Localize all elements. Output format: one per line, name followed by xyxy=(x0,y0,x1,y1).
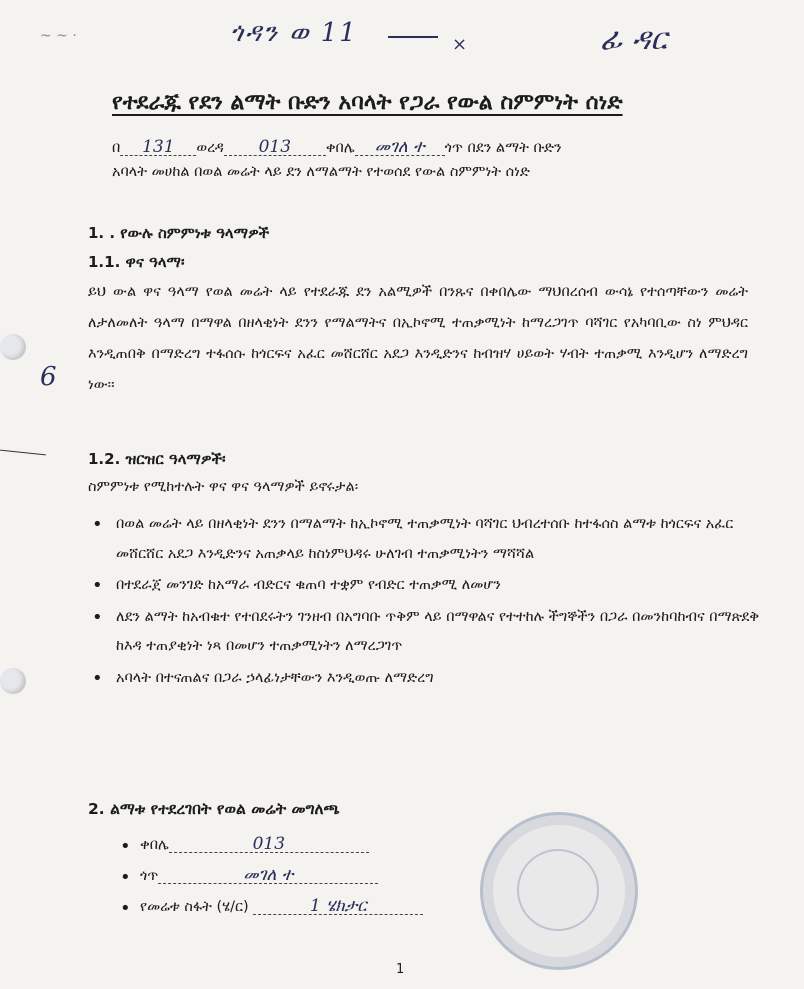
objective-item: • በወል መሬት ላይ በዘላቂነት ደንን በማልማት ከኢኮኖሚ ተጠቃሚነት ባሻገር ህብረተሰቡ ከተፋሰስ ልማቱ ከጎርፍና አፈር መሸርሸር አደጋ እንዲድንና አጠቃላይ ከስነምህዳሩ ሁለገብ ተጠቃሚነትን ማሻሻል xyxy=(88,510,768,569)
punch-hole xyxy=(0,334,26,360)
handwritten-margin-mark: 6 xyxy=(40,362,57,392)
intro-blank-kebele: መገለ ተ xyxy=(355,139,445,156)
land-detail-label: ቀበሌ xyxy=(140,837,169,853)
land-detail-label: ጎጥ xyxy=(140,868,159,884)
land-detail-label: የመሬቱ ስፋት (ሄ/ር) xyxy=(140,899,249,915)
document-title: የተደራጁ የደን ልማት ቡድን አባላት የጋራ የውል ስምምነት ሰነድ xyxy=(112,90,623,115)
section-2-heading: 2. ልማቱ የተደረገበት የወል መሬት መግለጫ xyxy=(88,800,340,818)
handwritten-cross: × xyxy=(452,34,468,55)
margin-tick-line xyxy=(0,450,46,456)
handwritten-reference-top-right: ፊ ዳር xyxy=(600,22,668,57)
official-stamp xyxy=(480,812,638,970)
handwritten-scribble: ~ ~ · xyxy=(40,28,77,44)
intro-kebele-label: ቀበሌ xyxy=(325,140,355,156)
handwritten-dash xyxy=(388,36,438,38)
intro-blank-number: 131 xyxy=(120,139,196,156)
intro-line-2: አባላት መሀከል በወል መሬት ላይ ደን ለማልማት የተወሰደ የውል ስምምነት ሰነድ xyxy=(112,164,530,180)
objective-item: • አባላት በተናጠልና በጋራ ኃላፊነታቸውን እንዲወጡ ለማድረግ xyxy=(88,664,768,694)
punch-hole xyxy=(0,668,26,694)
handwritten-reference-top-left: ጎዳን ወ 11 xyxy=(230,18,358,48)
objective-item: • በተደራጀ መንገድ ከአማራ ብድርና ቁጠባ ተቋም የብድር ተጠቃሚ ለመሆን xyxy=(88,571,768,601)
land-detail-value: መገለ ተ xyxy=(158,867,378,884)
intro-woreda-label: ወረዳ xyxy=(196,140,224,156)
objectives-list xyxy=(88,510,768,695)
land-detail-value: 1 ሄክታር xyxy=(253,898,423,915)
intro-blank-woreda: 013 xyxy=(224,139,326,156)
land-detail-area xyxy=(118,898,423,929)
objective-item: • ለደን ልማት ከአብቁተ የተበደሩትን ገንዘብ በአግባቡ ጥቅም ላይ በማዋልና የተተከሉ ችግኞችን በጋራ በመንከባከብና በማጽደቅ ከእዳ ተጠያቂነት ነጻ በመሆን ተጠቃሚነትን ለማረጋገጥ xyxy=(88,603,768,662)
section-1-2-heading: 1.2. ዝርዝር ዓላማዎች፡ xyxy=(88,450,226,468)
section-1-heading: 1. . የውሉ ስምምነቱ ዓላማዎች xyxy=(88,224,270,242)
land-details-list xyxy=(118,836,423,929)
intro-prefix: በ xyxy=(112,140,121,156)
intro-suffix: ጎጥ በደን ልማት ቡድን xyxy=(444,140,562,156)
land-detail-value: 013 xyxy=(169,836,369,853)
intro-line-1 xyxy=(112,139,562,156)
section-1-2-intro: ስምምነቱ የሚከተሉት ዋና ዋና ዓላማዎች ይኖሩታል፡ xyxy=(88,479,359,495)
section-1-1-heading: 1.1. ዋና ዓላማ፡ xyxy=(88,253,185,271)
section-1-1-paragraph: ይህ ውል ዋና ዓላማ የወል መሬት ላይ የተደራጁ ደን አልሚዎች በንጹና በቀበሌው ማህበረሰብ ውሳኔ የተሰጣቸውን መሬት ለታለመለት ዓላማ በማዋል በዘላቂነት ደንን የማልማትና በኢኮኖሚ ተጠቃሚነት ከማረጋገጥ ባሻገር የአካባቢው ስነ ምህዳር እንዲጠበቅ በማድረግ ተፋሰሱ ከጎርፍና አፈር መሸርሸር አደጋ እንዲድንና ከብዝሃ ሀይወት ሃብት ተጠቃሚ እንዲሆን ለማድረግ ነው፡፡ xyxy=(88,284,748,393)
page-number: 1 xyxy=(396,962,405,977)
land-detail-got xyxy=(118,867,423,898)
land-detail-kebele xyxy=(118,836,423,867)
